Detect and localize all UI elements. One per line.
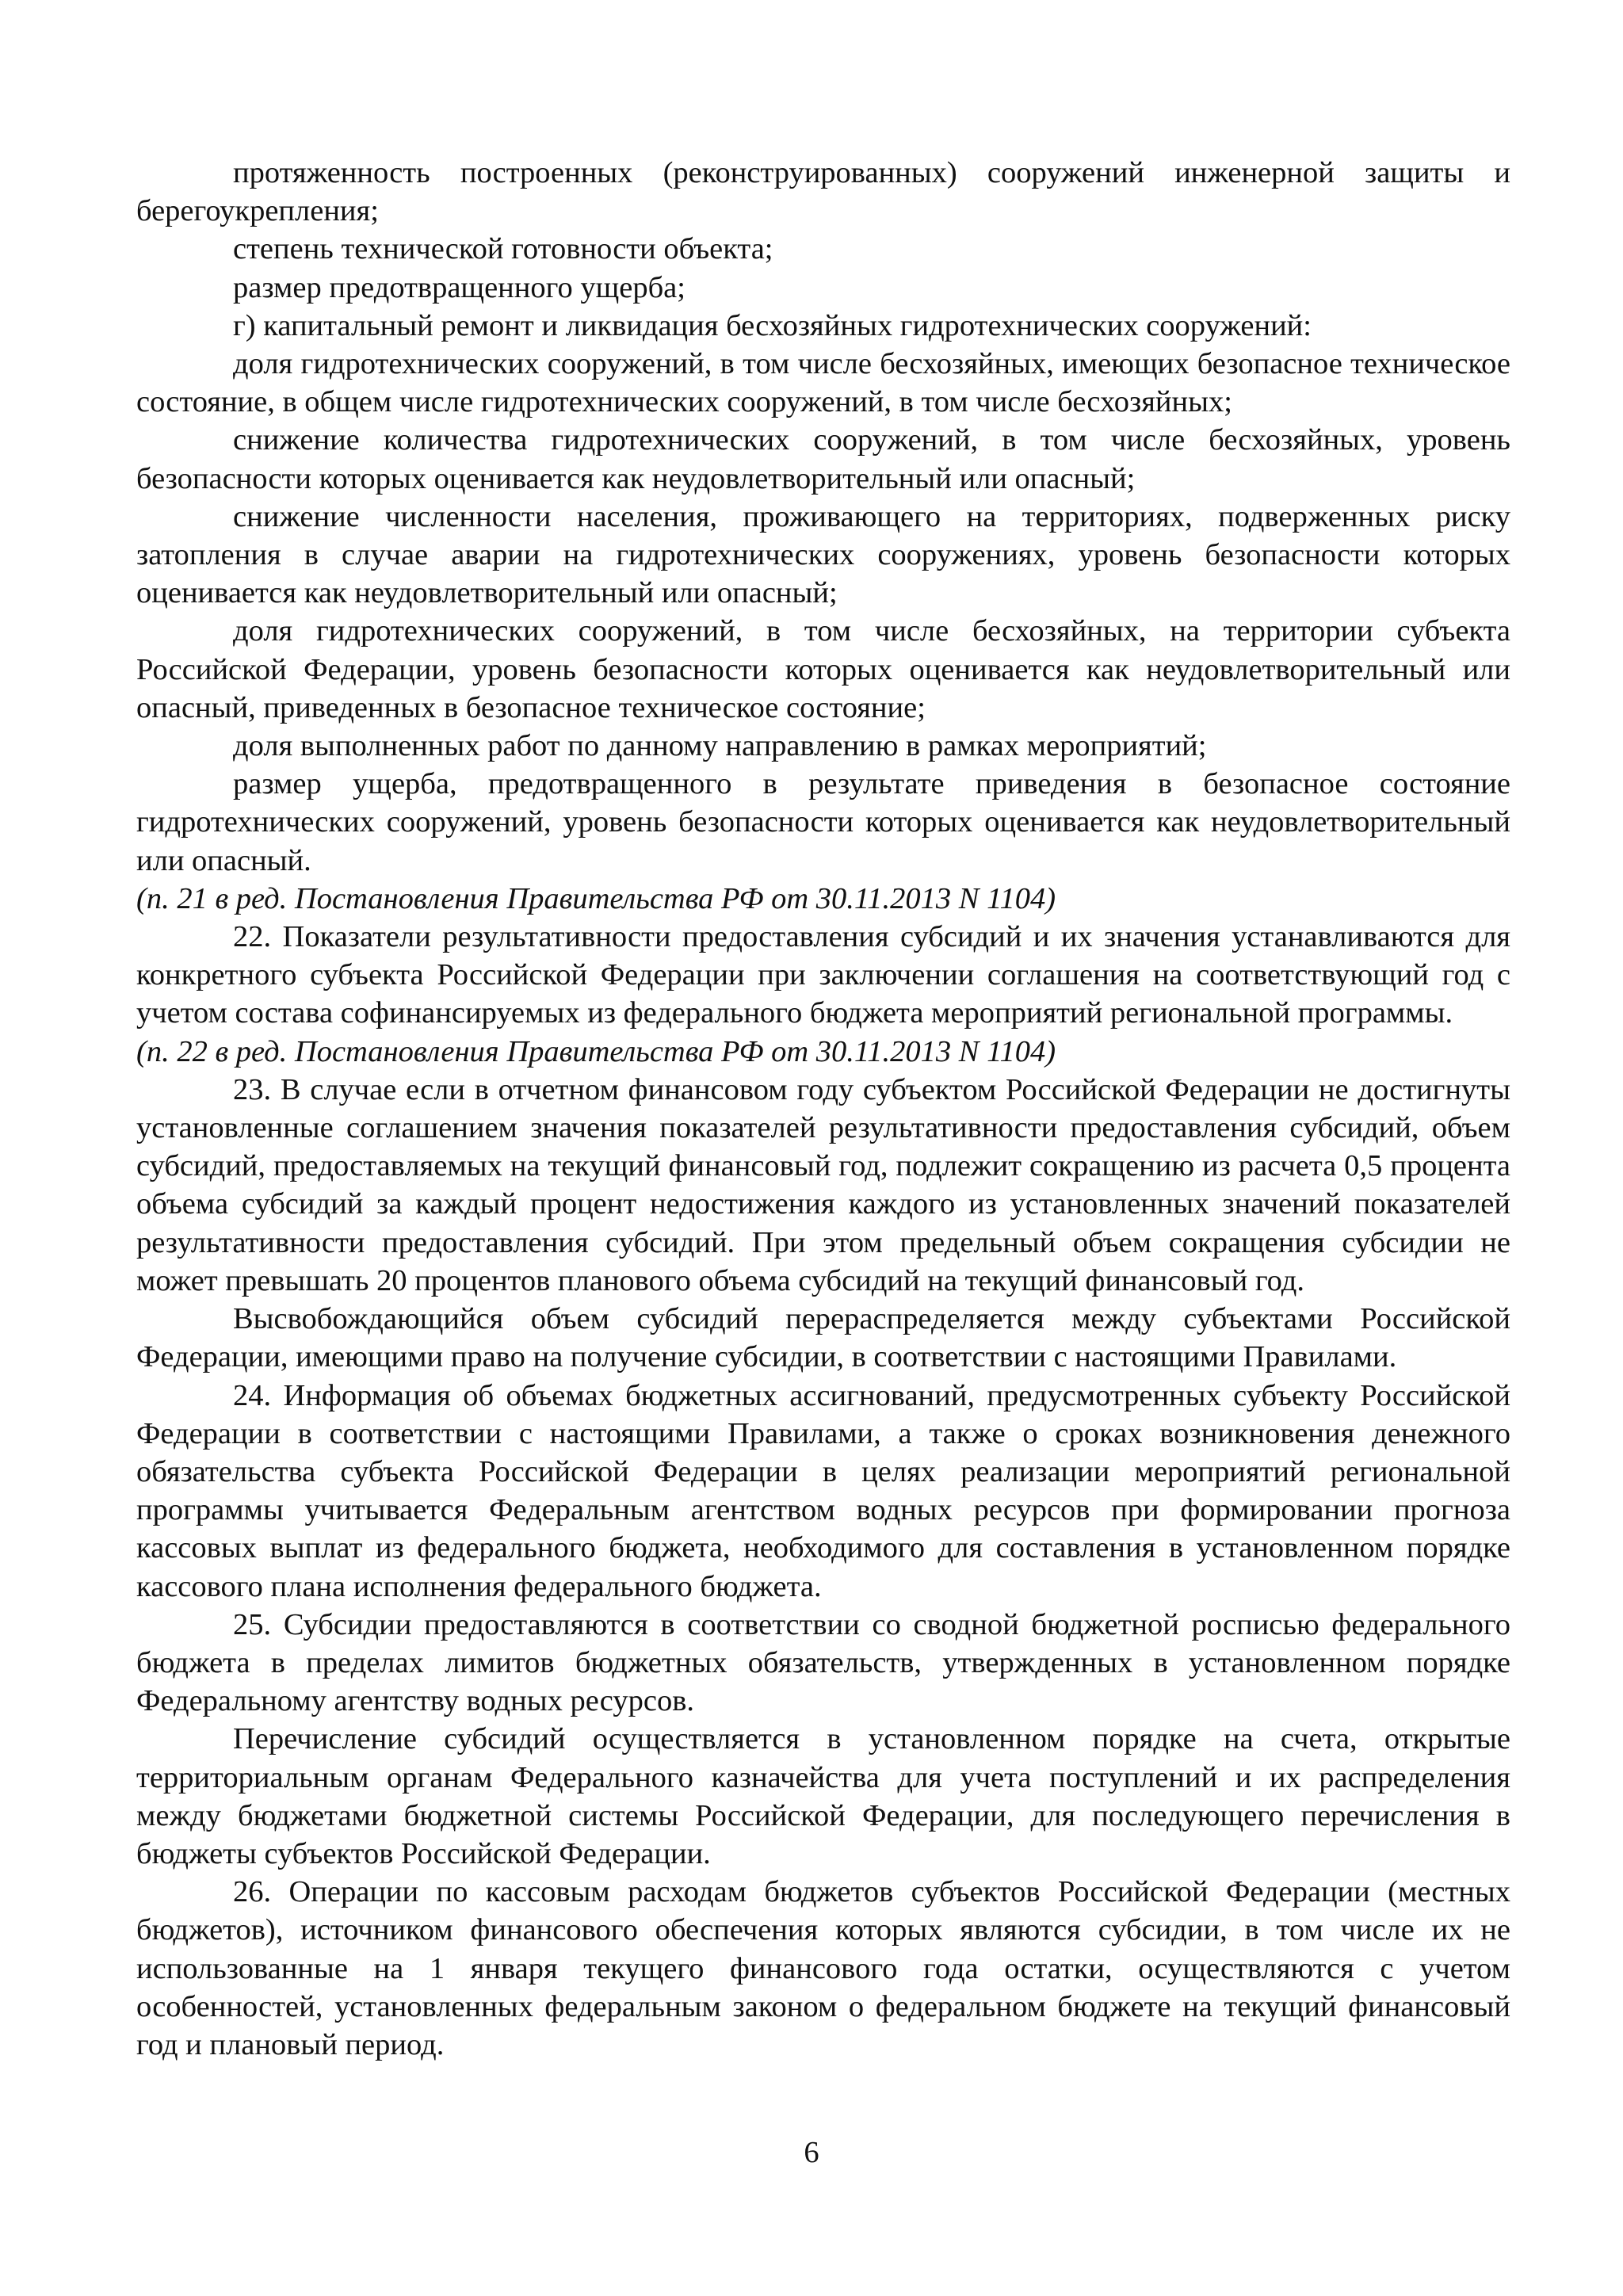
paragraph-population-reduction: снижение численности населения, проживающего на территориях, подверженных риску затопления в случае аварии на гидротехнических сооружениях, уровень безопасности которых оценивается как неудовлетворительный или опасный; (136, 499, 1510, 610)
page-number: 6 (804, 2136, 819, 2169)
paragraph-redistribution: Высвобождающийся объем субсидий перераспределяется между субъектами Российской Федерации, имеющими право на получение субсидии, в соответствии с настоящими Правилами. (136, 1302, 1510, 1374)
paragraph-work-share: доля выполненных работ по данному направлению в рамках мероприятий; (233, 729, 1207, 763)
paragraph-24: 24. Информация об объемах бюджетных ассигнований, предусмотренных субъекту Российской Федерации в соответствии с настоящими Правилами, а также о сроках возникновения денежного обязательства субъекта Российской Федерации в целях реализации мероприятий региональной программы учитывается Федеральным агентством водных ресурсов при формировании прогноза кассовых выплат из федерального бюджета, необходимого для составления в установленном порядке кассового плана исполнения федерального бюджета. (136, 1378, 1510, 1603)
paragraph-26: 26. Операции по кассовым расходам бюджетов субъектов Российской Федерации (местных бюджетов), источником финансового обеспечения которых являются субсидии, в том числе их не использованные на 1 января текущего финансового года остатки, осуществляются с учетом особенностей, установленных федеральным законом о федеральном бюджете на текущий финансовый год и плановый период. (136, 1875, 1510, 2061)
paragraph-damage-size: размер ущерба, предотвращенного в результате приведения в безопасное состояние гидротехнических сооружений, уровень безопасности которых оценивается как неудовлетворительный или опасный. (136, 767, 1510, 877)
paragraph-prevented-damage: размер предотвращенного ущерба; (233, 270, 685, 304)
paragraph-25: 25. Субсидии предоставляются в соответствии со сводной бюджетной росписью федерального бюджета в пределах лимитов бюджетных обязательств, утвержденных в установленном порядке Федеральному агентству водных ресурсов. (136, 1607, 1510, 1718)
amendment-note-21: (п. 21 в ред. Постановления Правительства РФ от 30.11.2013 N 1104) (136, 881, 1056, 915)
paragraph-safe-share: доля гидротехнических сооружений, в том числе бесхозяйных, имеющих безопасное техническое состояние, в общем числе гидротехнических сооружений, в том числе бесхозяйных; (136, 347, 1510, 419)
paragraph-length-structures: протяженность построенных (реконструированных) сооружений инженерной защиты и берегоукрепления; (136, 156, 1510, 228)
paragraph-transfer: Перечисление субсидий осуществляется в установленном порядке на счета, открытые территориальным органам Федерального казначейства для учета поступлений и их распределения между бюджетами бюджетной системы Российской Федерации, для последующего перечисления в бюджеты субъектов Российской Федерации. (136, 1722, 1510, 1870)
paragraph-regional-share: доля гидротехнических сооружений, в том числе бесхозяйных, на территории субъекта Российской Федерации, уровень безопасности которых оценивается как неудовлетворительный или опасный, приведенных в безопасное техническое состояние; (136, 614, 1510, 724)
paragraph-22: 22. Показатели результативности предоставления субсидий и их значения устанавливаются для конкретного субъекта Российской Федерации при заключении соглашения на соответствующий год с учетом состава софинансируемых из федерального бюджета мероприятий региональной программы. (136, 920, 1510, 1030)
paragraph-technical-readiness: степень технической готовности объекта; (233, 232, 773, 266)
document-body (136, 154, 1510, 2064)
paragraph-count-reduction: снижение количества гидротехнических сооружений, в том числе бесхозяйных, уровень безопасности которых оценивается как неудовлетворительный или опасный; (136, 423, 1510, 495)
paragraph-23: 23. В случае если в отчетном финансовом году субъектом Российской Федерации не достигнуты установленные соглашением значения показателей результативности предоставления субсидий, объем субсидий, предоставляемых на текущий финансовый год, подлежит сокращению из расчета 0,5 процента объема субсидий за каждый процент недостижения каждого из установленных значений показателей результативности предоставления субсидий. При этом предельный объем сокращения субсидии не может превышать 20 процентов планового объема субсидий на текущий финансовый год. (136, 1072, 1510, 1297)
amendment-note-22: (п. 22 в ред. Постановления Правительства РФ от 30.11.2013 N 1104) (136, 1034, 1056, 1068)
paragraph-item-g: г) капитальный ремонт и ликвидация бесхозяйных гидротехнических сооружений: (233, 308, 1312, 342)
